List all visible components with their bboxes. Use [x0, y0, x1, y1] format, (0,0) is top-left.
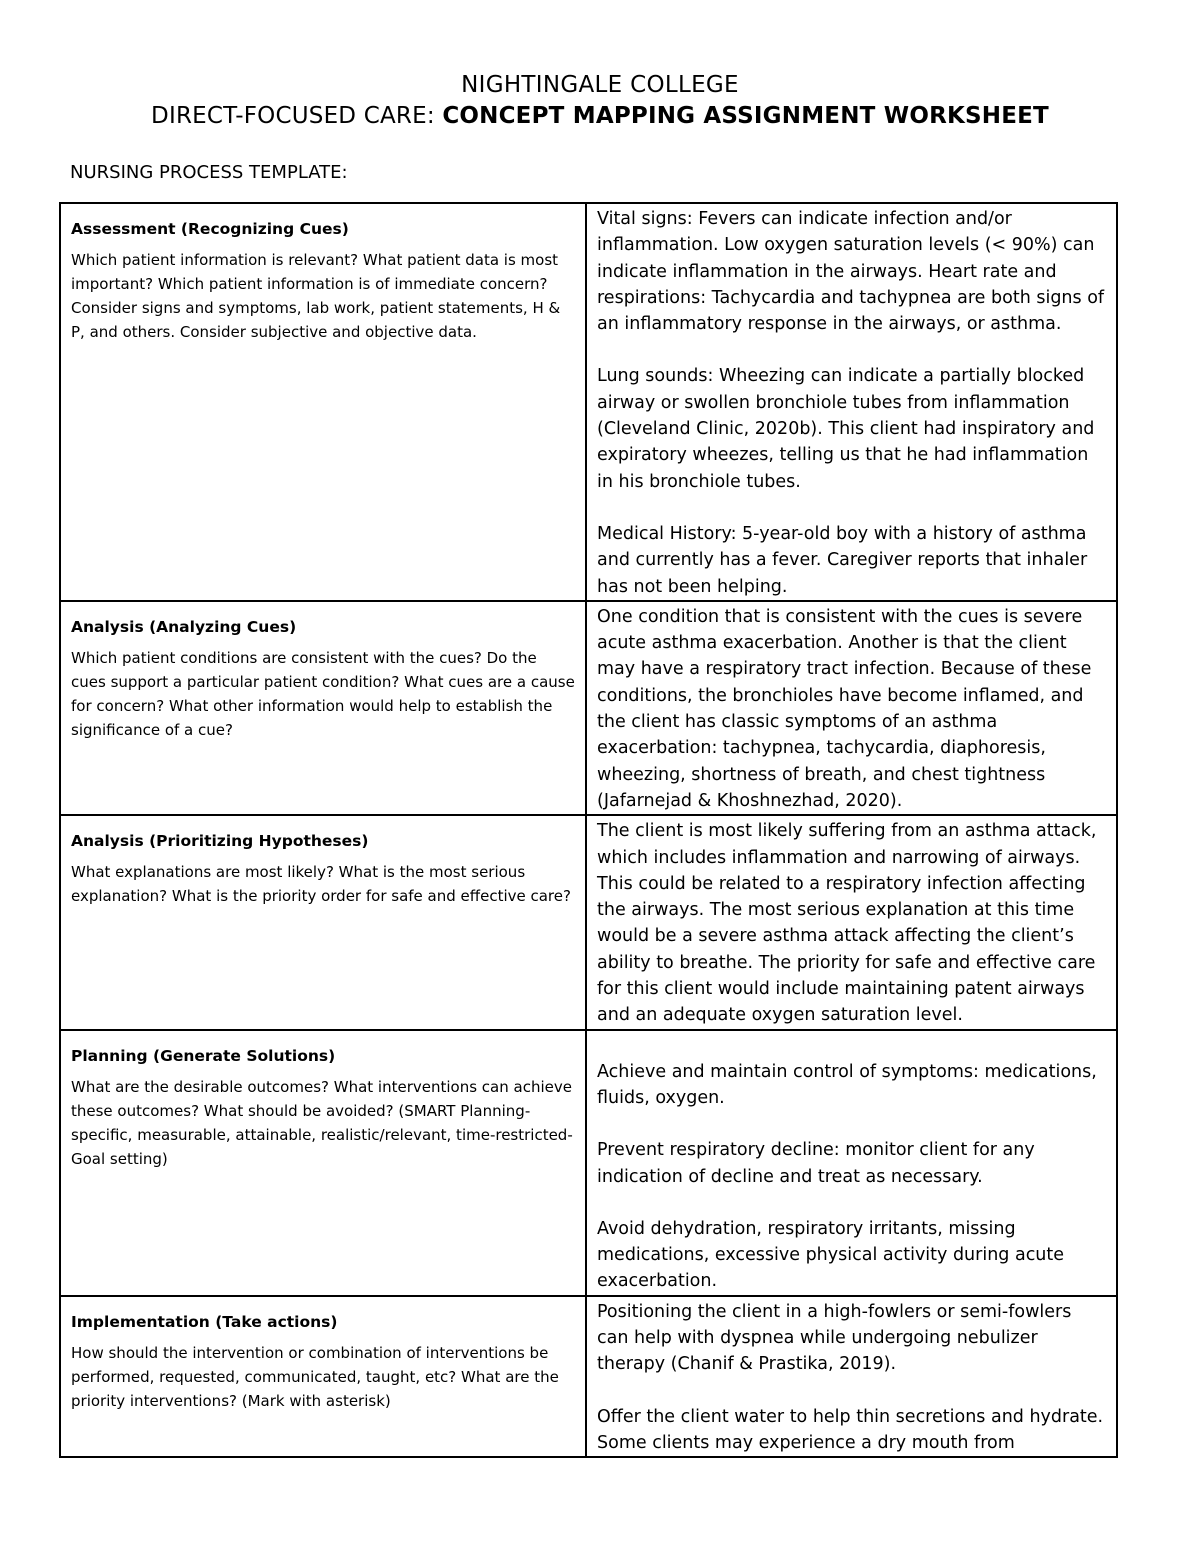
row-heading: Implementation (Take actions) [71, 1312, 338, 1331]
answer-paragraph: Prevent respiratory decline: monitor client for any indication of decline and treat as necessary. [597, 1140, 1035, 1187]
answer-paragraph: The client is most likely suffering from an asthma attack, which includes inflammation and narrowing of airways. This could be related to a respiratory infection affecting the airways. The most serious explanation at this time would be a severe asthma attack affecting the client’s ability to breathe. The priority for safe and effective care for this client would include maintaining patent airways and an adequate oxygen saturation level. [597, 821, 1097, 1026]
table-row-assessment [60, 203, 1117, 601]
answer-cell [586, 815, 1117, 1029]
nursing-process-table [59, 202, 1118, 1458]
row-prompt: How should the intervention or combination of interventions be performed, requested, communicated, taught, etc? What are the priority interventions? (Mark with asterisk) [71, 1343, 559, 1410]
answer-cell [586, 203, 1117, 601]
answer-paragraph: Offer the client water to help thin secretions and hydrate. Some clients may experience a dry mouth from [597, 1406, 1104, 1453]
answer-paragraph: One condition that is consistent with the cues is severe acute asthma exacerbation. Another is that the client may have a respiratory tract infection. Because of these conditions, the bronchioles have become inflamed, and the client has classic symptoms of an asthma exacerbation: tachypnea, tachycardia, diaphoresis, wheezing, shortness of breath, and chest tightness (Jafarnejad & Khoshnezhad, 2020). [597, 606, 1092, 811]
prompt-cell [60, 1030, 586, 1296]
answer-paragraph: Avoid dehydration, respiratory irritants, missing medications, excessive physical activity during acute exacerbation. [597, 1218, 1065, 1292]
answer-paragraph: Achieve and maintain control of symptoms: medications, fluids, oxygen. [597, 1061, 1097, 1108]
answer-cell [586, 1030, 1117, 1296]
worksheet-title [0, 101, 1200, 131]
course-title: CONCEPT MAPPING ASSIGNMENT WORKSHEET [442, 103, 1049, 129]
row-prompt: Which patient conditions are consistent with the cues? Do the cues support a particular patient condition? What cues are a cause for concern? What other information would help to establish the significance of a cue? [71, 648, 575, 739]
row-heading: Analysis (Analyzing Cues) [71, 617, 297, 636]
answer-paragraph: Vital signs: Fevers can indicate infection and/or inflammation. Low oxygen saturation levels (< 90%) can indicate inflammation in the airways. Heart rate and respirations: Tachycardia and tachypnea are both signs of an inflammatory response in the airways, or asthma. [597, 209, 1105, 335]
table-row-prioritizing-hypotheses [60, 815, 1117, 1029]
table-row-analyzing-cues [60, 601, 1117, 815]
template-label: NURSING PROCESS TEMPLATE: [70, 162, 348, 183]
row-heading: Assessment (Recognizing Cues) [71, 220, 349, 238]
row-heading: Analysis (Prioritizing Hypotheses) [71, 832, 369, 851]
prompt-cell [60, 601, 586, 815]
answer-cell [586, 601, 1117, 815]
table-row-implementation [60, 1296, 1117, 1457]
table-row-planning [60, 1030, 1117, 1296]
row-heading: Planning (Generate Solutions) [71, 1046, 336, 1065]
prompt-cell [60, 203, 586, 601]
answer-paragraph: Medical History: 5-year-old boy with a history of asthma and currently has a fever. Caregiver reports that inhaler has not been helping. [597, 523, 1088, 597]
row-prompt: What explanations are most likely? What is the most serious explanation? What is the priority order for safe and effective care? [71, 863, 571, 906]
college-name: NIGHTINGALE COLLEGE [461, 72, 739, 98]
prompt-cell [60, 815, 586, 1029]
row-prompt: What are the desirable outcomes? What interventions can achieve these outcomes? What should be avoided? (SMART Planning- specific, measurable, attainable, realistic/relevant, time-restricted- Goal setting) [71, 1077, 573, 1168]
prompt-cell [60, 1296, 586, 1457]
answer-cell [586, 1296, 1117, 1457]
answer-paragraph: Positioning the client in a high-fowlers or semi-fowlers can help with dyspnea while undergoing nebulizer therapy (Chanif & Prastika, 2019). [597, 1301, 1072, 1375]
answer-paragraph: Lung sounds: Wheezing can indicate a partially blocked airway or swollen bronchiole tubes from inflammation (Cleveland Clinic, 2020b). This client had inspiratory and expiratory wheezes, telling us that he had inflammation in his bronchiole tubes. [597, 366, 1095, 492]
course-prefix: DIRECT-FOCUSED CARE: [151, 103, 435, 129]
row-prompt: Which patient information is relevant? What patient data is most important? Which patient information is of immediate concern? Consider signs and symptoms, lab work, patient statements, H & P, and others. Consider subjective and objective data. [71, 251, 561, 341]
